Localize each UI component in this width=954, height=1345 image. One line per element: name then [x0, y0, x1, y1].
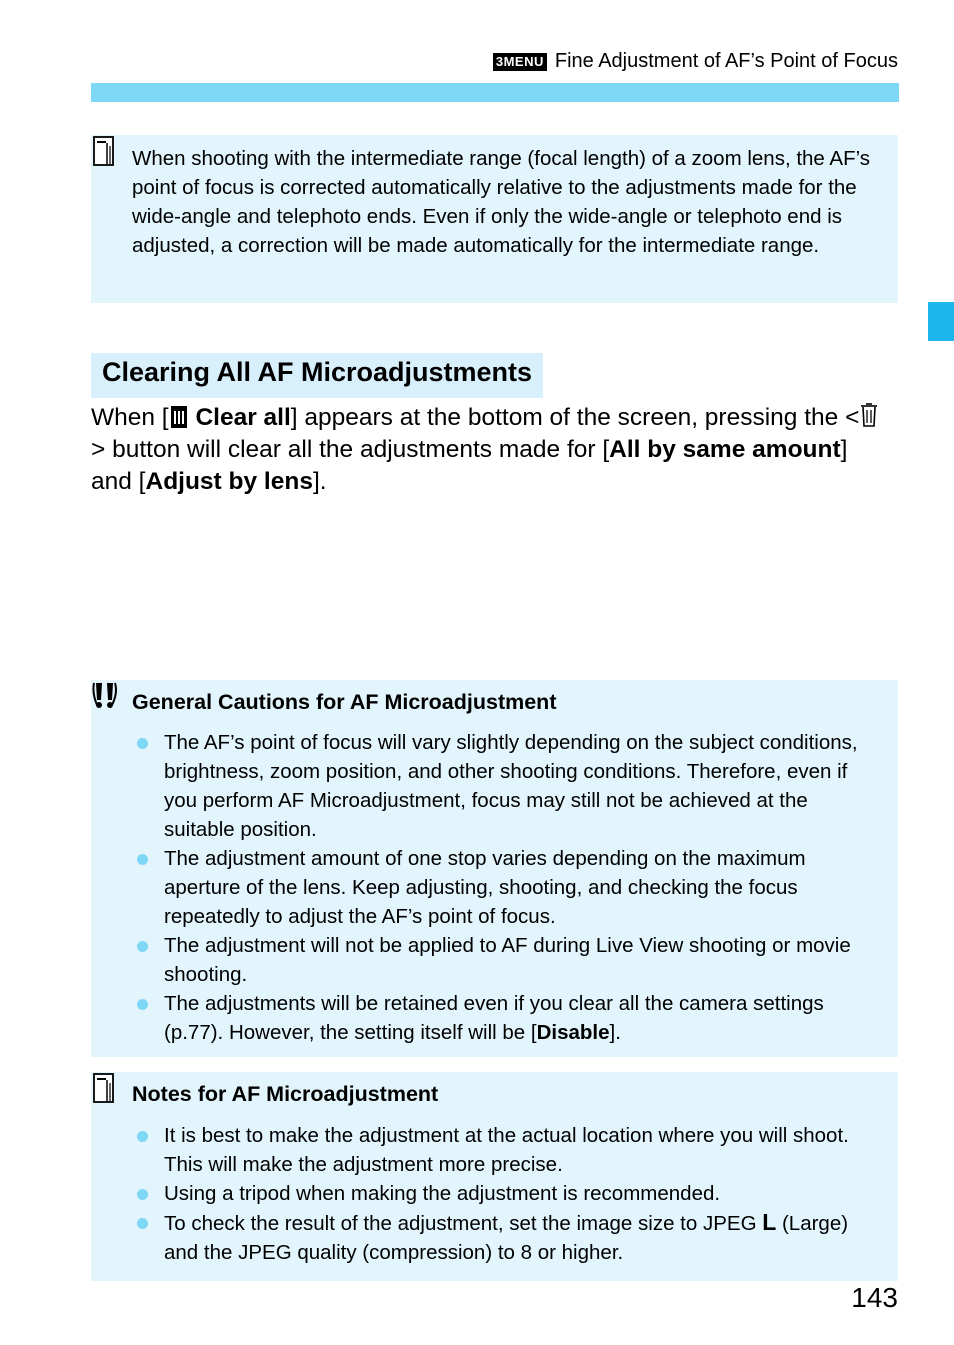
- menu-tab-number: 3: [495, 53, 504, 69]
- list-item: It is best to make the adjustment at the actual location where you will shoot. This will make the adjustment more precise.: [132, 1121, 884, 1179]
- chapter-side-tab: [928, 302, 954, 341]
- caution-box: [91, 680, 898, 1057]
- page-number: 143: [851, 1282, 898, 1313]
- list-item: The adjustment will not be applied to AF during Live View shooting or movie shooting.: [132, 931, 884, 989]
- section-body: [91, 402, 891, 498]
- list-item-text: To check the result of the adjustment, set the image size to JPEG: [164, 1212, 763, 1235]
- section-heading: [91, 353, 543, 398]
- body-bold-adjust-by-lens: Adjust by lens: [145, 468, 313, 495]
- caution-list: [132, 728, 884, 1047]
- list-item: The adjustment amount of one stop varies depending on the maximum aperture of the lens. Keep adjusting, shooting, and checking the focus repeatedly to adjust the AF’s point of focus.: [132, 844, 884, 931]
- list-item-text: ].: [609, 1021, 621, 1044]
- notes-list: [132, 1121, 884, 1267]
- list-item: Using a tripod when making the adjustment is recommended.: [132, 1179, 884, 1208]
- caution-title: General Cautions for AF Microadjustment: [132, 690, 557, 714]
- section-heading-text: Clearing All AF Microadjustments: [102, 357, 533, 387]
- list-item: [132, 1208, 884, 1267]
- page-header: [493, 50, 898, 73]
- note-text: When shooting with the intermediate range (focal length) of a zoom lens, the AF’s point of focus is corrected automatically relative to the adjustments made for the wide-angle and telephoto ends. Even if only the wide-angle or telephoto end is adjusted, a correction will be made automatically for the intermediate range.: [132, 147, 871, 257]
- list-item-text: The adjustments will be retained even if you clear all the camera settings (p.77). However, the setting itself will be [: [164, 992, 824, 1044]
- trash-button-icon: [859, 402, 879, 428]
- body-text-4: ] and [: [91, 436, 848, 495]
- menu-badge-label: MENU: [503, 53, 544, 69]
- body-text-2: ] appears at the bottom of the screen, pressing the <: [290, 404, 860, 431]
- image-size-large-symbol: L: [762, 1209, 777, 1235]
- notes-title: Notes for AF Microadjustment: [132, 1082, 439, 1106]
- body-text-1: When [: [91, 404, 169, 431]
- header-accent-bar: [91, 83, 899, 102]
- body-bold-all-by-same: All by same amount: [609, 436, 841, 463]
- body-text-3: > button will clear all the adjustments made for [: [91, 436, 610, 463]
- notes-box: [91, 1072, 898, 1281]
- note-icon: [91, 1072, 121, 1108]
- list-item-bold: Disable: [536, 1021, 610, 1044]
- trash-icon: [169, 404, 189, 428]
- header-title: Fine Adjustment of AF’s Point of Focus: [554, 50, 898, 72]
- list-item: The AF’s point of focus will vary slightly depending on the subject conditions, brightness, zoom position, and other shooting conditions. Therefore, even if you perform AF Microadjustment, focus may still not be achieved at the suitable position.: [132, 728, 884, 844]
- body-bold-clear-all: Clear all: [195, 404, 291, 431]
- caution-icon: [91, 680, 121, 710]
- menu-icon: [493, 53, 547, 71]
- note-box: [91, 135, 898, 303]
- list-item-text: (Large) and the JPEG quality (compression) to 8 or higher.: [164, 1212, 849, 1264]
- list-item: [132, 989, 884, 1047]
- note-icon: [91, 135, 121, 171]
- body-text-5: ].: [312, 468, 327, 495]
